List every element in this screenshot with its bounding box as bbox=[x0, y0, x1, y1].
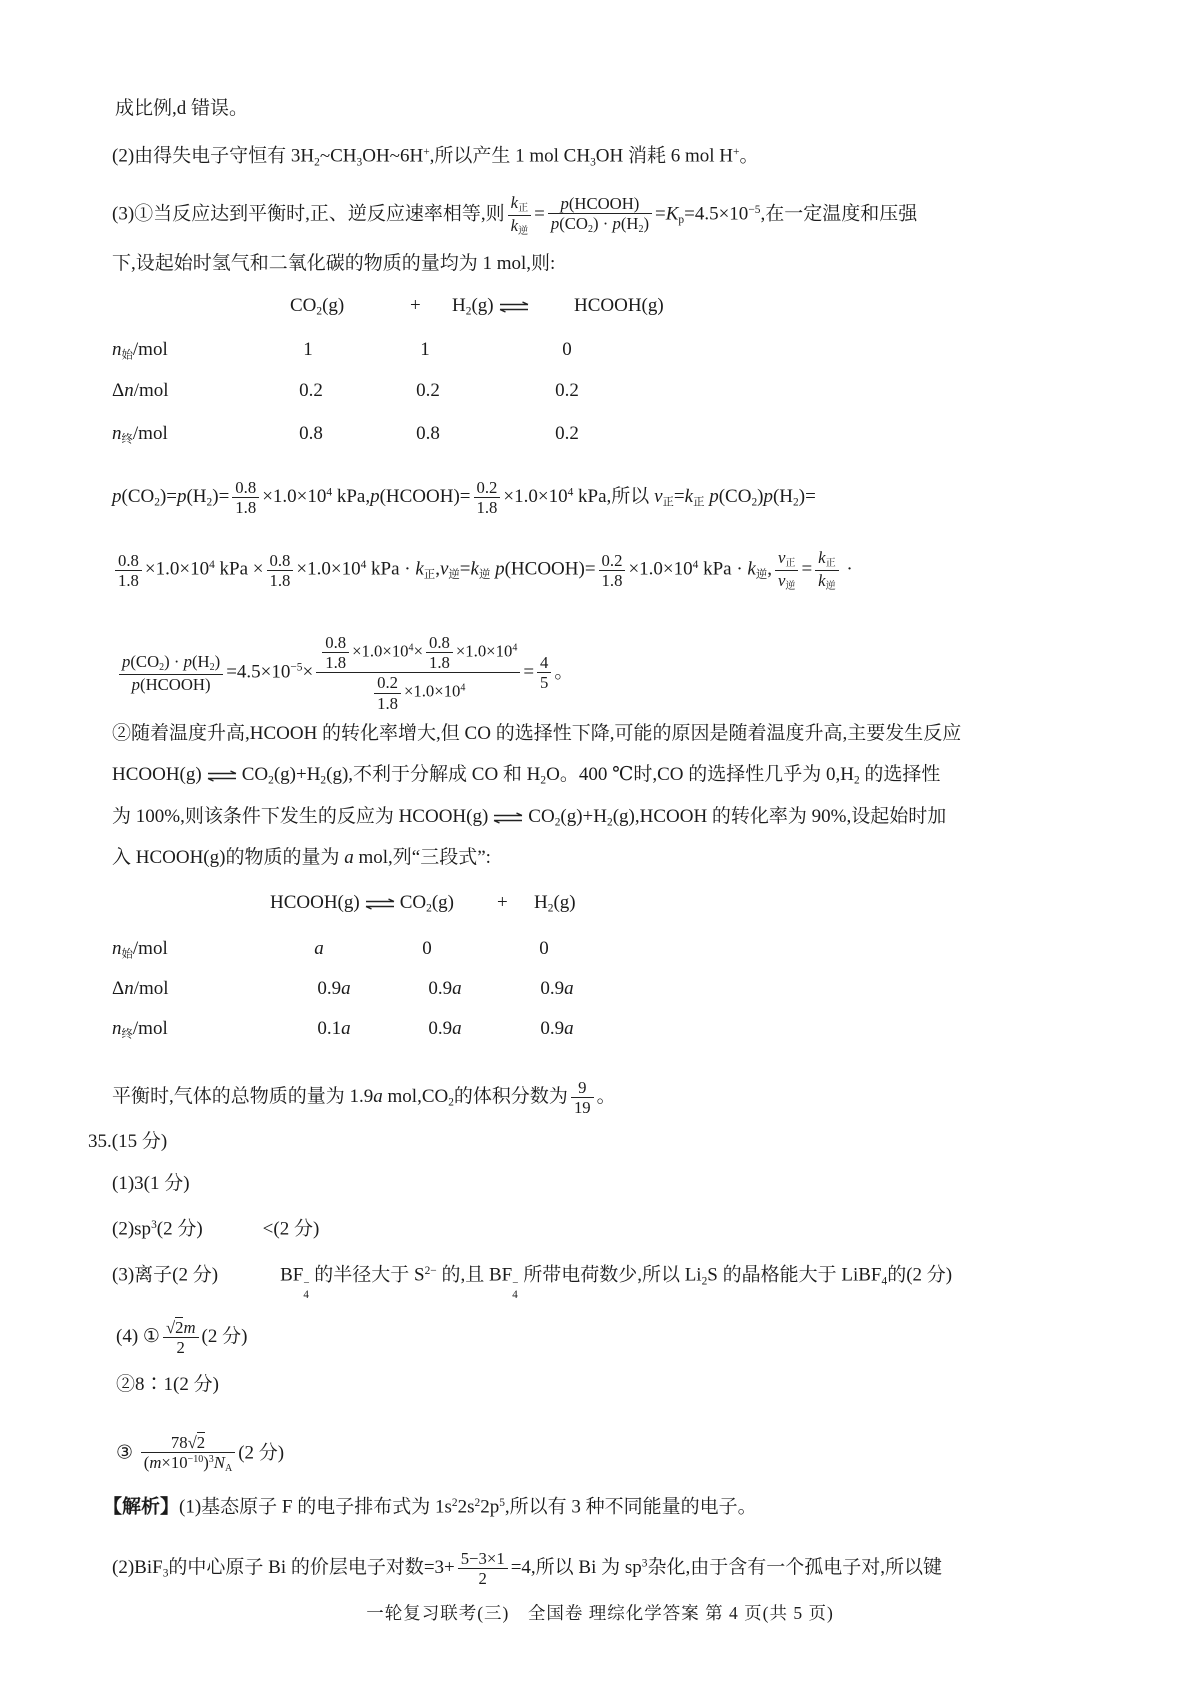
value-hcooh: 0 bbox=[562, 339, 572, 360]
value-co2: 0.9a bbox=[428, 978, 462, 999]
eq2-plus: + bbox=[497, 892, 508, 913]
line-setup: 下,设起始时氢气和二氧化碳的物质的量均为 1 mol,则: bbox=[112, 253, 556, 274]
line-pressure-calc-2: $\frac{0.8}{1.8}$ $\times 1.0\times 10^4$ kPa × $\frac{0.8}{1.8}$ $\times 1.0\times 10^4$ kPa · k正,v逆=k逆 p(HCOOH)= $\frac{0.2}{1.8}$ $\times 1.0\times 10^4$ kPa · k逆, v正 v逆 = k正 k逆 · bbox=[112, 548, 853, 572]
eq1-h2: H2(g) bbox=[452, 294, 534, 324]
value-co2: 0.9a bbox=[428, 1018, 462, 1039]
line-analysis-1: 【解析】(1)基态原子 F 的电子排布式为 $1s^22s^22p^5$,所以有 3 种不同能量的电子。 bbox=[103, 1496, 757, 1518]
value-h2: 0 bbox=[539, 938, 549, 959]
line-q35-4-1: (4) ① $\frac{√2m}{2}$ (2 分) bbox=[116, 1318, 248, 1358]
line-answer-3-1: (3)①当反应达到平衡时,正、逆反应速率相等,则 k正 k逆 = p(HCOOH) p(CO2) · p(H2) $=Kp=4.5\times 10^{-5}$,在一定温度和压强 bbox=[112, 193, 918, 237]
line-answer-2: (2)由得失电子守恒有 3H2~CH3OH~6H+,所以产生 1 mol CH3OH 消耗 6 mol H+。 bbox=[112, 145, 759, 169]
value-hcooh: 0.2 bbox=[555, 423, 579, 444]
equilibrium-arrow-icon bbox=[205, 770, 239, 782]
value-co2: 1 bbox=[303, 339, 313, 360]
line-analysis-2: (2)BiF3的中心原子 Bi 的价层电子对数=3+ $\frac{5-3\times 1}{2}$ =4,所以 Bi 为 $sp^3$杂化,由于含有一个孤电子对,所以键 bbox=[112, 1549, 942, 1589]
value-co2: 0 bbox=[422, 938, 432, 959]
value-h2: 1 bbox=[420, 339, 430, 360]
value-h2: 0.9a bbox=[540, 1018, 574, 1039]
value-co2: 0.8 bbox=[299, 423, 323, 444]
equilibrium-arrow-icon bbox=[363, 898, 397, 910]
line-q35-3: (3)离子(2 分) BF − 4 的半径大于 $S^{2-}$ 的,且 BF − 4 所带电荷数少,所以 Li2S 的晶格能大于 LiBF4的(2 分) bbox=[112, 1264, 953, 1301]
line-q35-header: 35.(15 分) bbox=[88, 1131, 168, 1152]
line-q35-4-2: ②8∶1(2 分) bbox=[116, 1374, 219, 1395]
eq1-hcooh: HCOOH(g) bbox=[574, 295, 664, 316]
value-h2: 0.8 bbox=[416, 423, 440, 444]
line-temp-analysis-3: 为 100%,则该条件下发生的反应为 HCOOH(g) CO2(g)+H2(g),HCOOH 的转化率为 90%,设起始时加 bbox=[112, 806, 947, 829]
line-pressure-calc-1: p(CO2)=p(H2)= $\frac{0.8}{1.8}$ $\times 1.0\times 10^4$ kPa,p(HCOOH)= $\frac{0.2}{1.8}$ $\times 1.0\times 10^4$ kPa,所以 v正=k正 p(CO2)p(H2)= bbox=[112, 478, 816, 518]
value-hcooh: 0.1a bbox=[317, 1018, 351, 1039]
line-q35-2: $(2)sp^3(2$ 分) <(2 分) bbox=[112, 1218, 320, 1240]
eq2-h2: H2(g) bbox=[534, 892, 576, 915]
line-kp-ratio-calc: p(CO2) · p(H2) p(HCOOH) $=4.5\times 10^{-5}\times$ $\frac{0.8}{1.8}$ $\times 1.0\times 10^4\times$ $\frac{0.8}{1.8}$ $\times 1.0\times 10^4$ $\frac{0.2}{1.8}$ $\times 1.0\times 10^4$ = $\frac{4}{5}$ 。 bbox=[116, 633, 573, 657]
row-label: Δn/mol bbox=[112, 978, 169, 999]
value-hcooh: 0.2 bbox=[555, 380, 579, 401]
value-h2: 0.2 bbox=[416, 380, 440, 401]
value-h2: 0.9a bbox=[540, 978, 574, 999]
eq1-co2: CO2(g) bbox=[290, 295, 345, 318]
row-label: n始/mol bbox=[112, 938, 168, 961]
line-proportion-conclusion: 成比例,d 错误。 bbox=[115, 98, 249, 119]
eq1-plus: + bbox=[410, 295, 421, 316]
value-hcooh: a bbox=[314, 938, 324, 959]
row-label: n终/mol bbox=[112, 1018, 168, 1041]
eq2-hcooh-co2: HCOOH(g) CO2(g) bbox=[270, 892, 454, 915]
equilibrium-arrow-icon bbox=[491, 812, 525, 824]
line-temp-analysis-1: ②随着温度升高,HCOOH 的转化率增大,但 CO 的选择性下降,可能的原因是随着温度升高,主要发生反应 bbox=[112, 723, 962, 744]
value-co2: 0.2 bbox=[299, 380, 323, 401]
line-temp-analysis-2: HCOOH(g) CO2(g)+H2(g),不利于分解成 CO 和 H2O。400 ℃时,CO 的选择性几乎为 0,H2 的选择性 bbox=[112, 764, 941, 787]
row-label: n始/mol bbox=[112, 339, 168, 362]
equilibrium-arrow-icon bbox=[497, 301, 531, 313]
row-label: n终/mol bbox=[112, 423, 168, 446]
line-equilibrium-total: 平衡时,气体的总物质的量为 1.9a mol,CO2的体积分数为 $\frac{9}{19}$ 。 bbox=[112, 1078, 616, 1118]
line-q35-1: (1)3(1 分) bbox=[112, 1173, 190, 1194]
line-temp-analysis-4: 入 HCOOH(g)的物质的量为 a mol,列“三段式”: bbox=[112, 847, 491, 868]
row-label: Δn/mol bbox=[112, 380, 169, 401]
value-hcooh: 0.9a bbox=[317, 978, 351, 999]
page-footer: 一轮复习联考(三) 全国卷 理综化学答案 第 4 页(共 5 页) bbox=[366, 1603, 834, 1623]
line-q35-4-3: ③ $\frac{78√2}{(m\times 10^{-10})^3NA}$ (2 分) bbox=[116, 1433, 285, 1475]
